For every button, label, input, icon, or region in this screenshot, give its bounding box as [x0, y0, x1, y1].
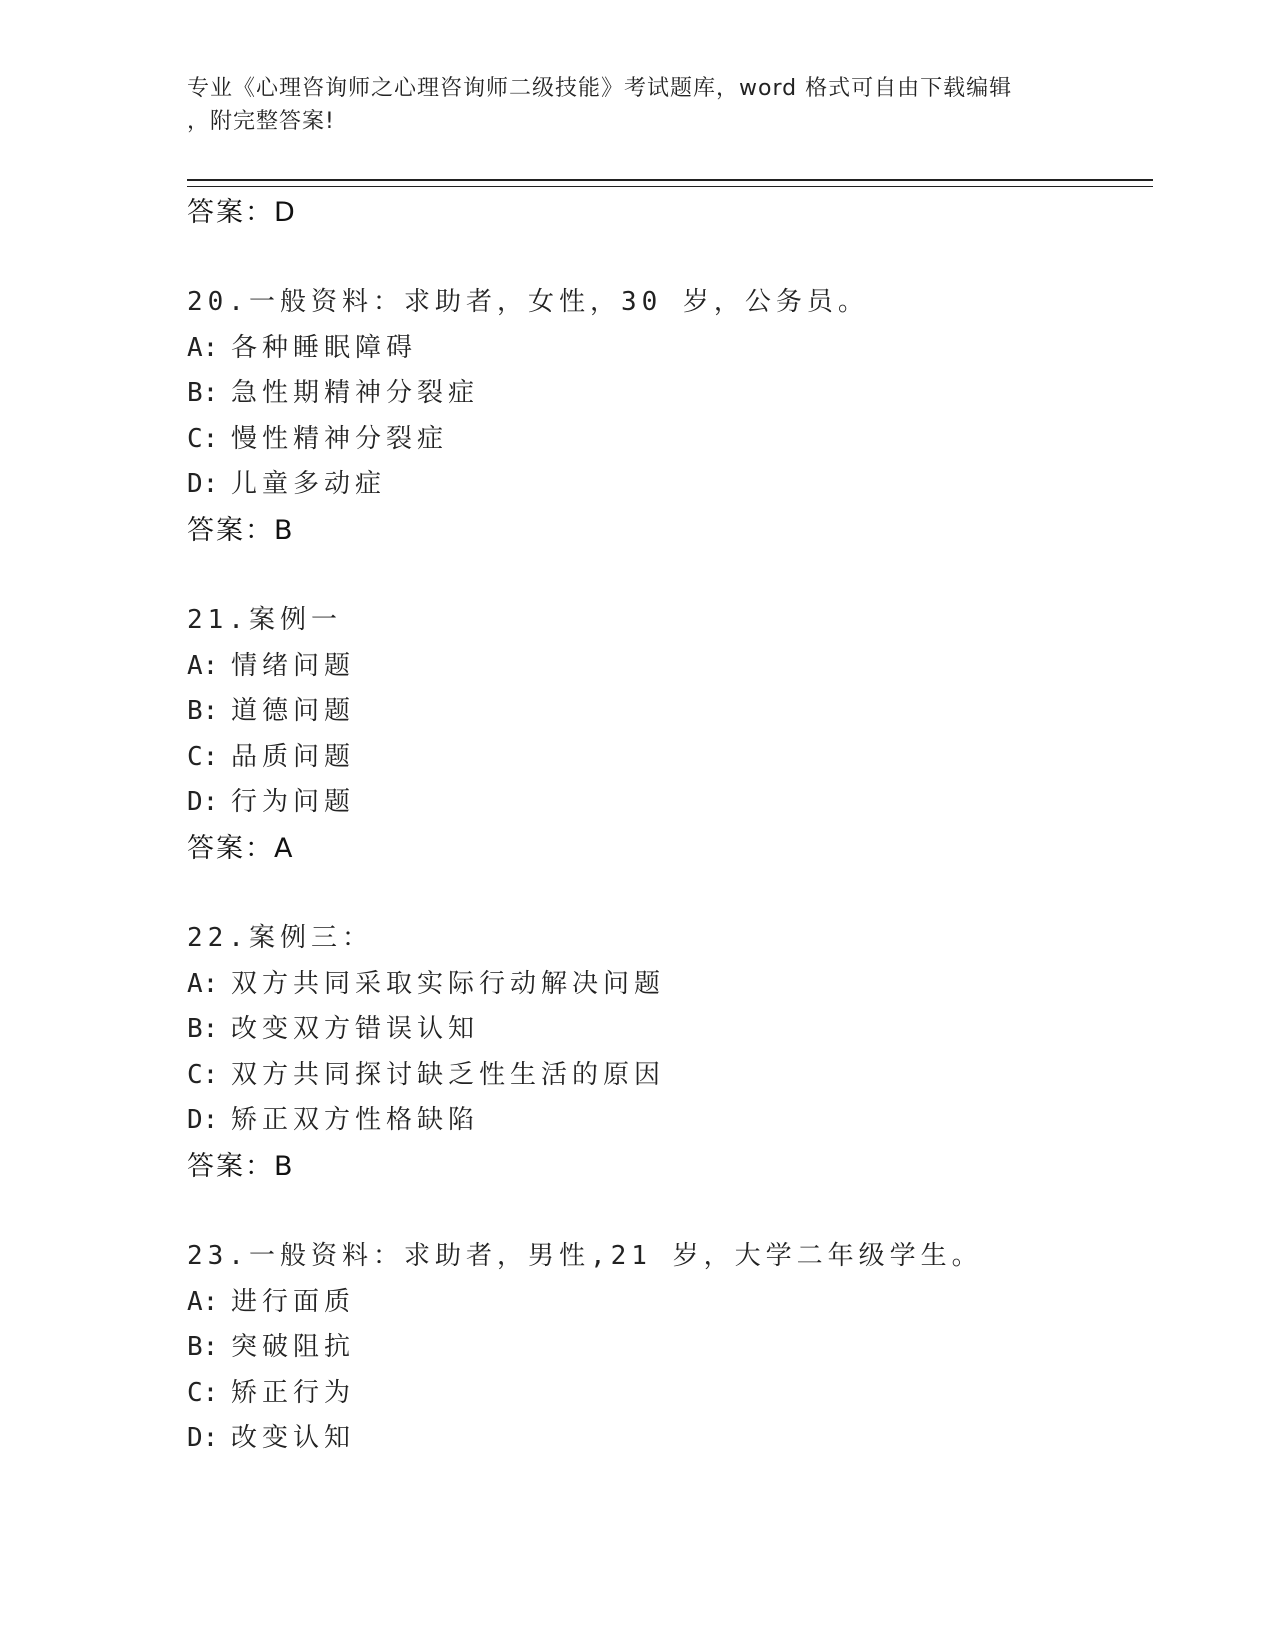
option-text: 矫正双方性格缺陷	[231, 1105, 480, 1136]
page-header	[187, 72, 1087, 138]
option-text: 双方共同探讨缺乏性生活的原因	[231, 1059, 666, 1090]
option-key: A:	[187, 1286, 219, 1317]
option-key: B:	[187, 1332, 219, 1363]
option-a	[187, 1280, 1137, 1326]
option-key: D:	[187, 1423, 219, 1454]
option-b	[187, 371, 1137, 417]
question-21	[187, 598, 1137, 872]
option-text: 矫正行为	[231, 1377, 356, 1408]
answer-line: 答案：B	[187, 1150, 295, 1182]
header-line-1: 专业《心理咨询师之心理咨询师二级技能》考试题库，word 格式可自由下载编辑	[187, 76, 1013, 101]
option-a	[187, 326, 1137, 372]
option-text: 双方共同采取实际行动解决问题	[231, 968, 666, 999]
question-23	[187, 1234, 1137, 1462]
option-d	[187, 1416, 1137, 1462]
option-key: A:	[187, 332, 219, 363]
option-key: A:	[187, 968, 219, 999]
option-text: 情绪问题	[231, 650, 356, 681]
option-key: A:	[187, 650, 219, 681]
option-text: 行为问题	[231, 787, 356, 818]
answer-line: 答案：D	[187, 197, 297, 228]
option-text: 慢性精神分裂症	[231, 423, 449, 454]
option-c	[187, 1371, 1137, 1417]
option-text: 改变认知	[231, 1423, 356, 1454]
option-text: 突破阻抗	[231, 1332, 356, 1363]
option-key: B:	[187, 1014, 219, 1045]
option-c	[187, 417, 1137, 463]
option-b	[187, 1325, 1137, 1371]
header-divider	[187, 179, 1153, 187]
option-key: C:	[187, 423, 219, 454]
question-20	[187, 280, 1137, 554]
option-key: D:	[187, 1105, 219, 1136]
option-b	[187, 689, 1137, 735]
option-text: 儿童多动症	[231, 469, 387, 500]
question-stem: 23.一般资料：求助者，男性,21 岁，大学二年级学生。	[187, 1240, 983, 1271]
option-c	[187, 735, 1137, 781]
option-c	[187, 1053, 1137, 1099]
header-line-2: ，附完整答案!	[187, 109, 335, 134]
option-text: 各种睡眠障碍	[231, 332, 418, 363]
option-key: C:	[187, 1059, 219, 1090]
answer-line: 答案：B	[187, 514, 295, 546]
option-d	[187, 462, 1137, 508]
option-d	[187, 780, 1137, 826]
question-stem: 20.一般资料：求助者，女性，30 岁，公务员。	[187, 287, 869, 317]
option-key: B:	[187, 378, 219, 409]
option-b	[187, 1007, 1137, 1053]
question-stem: 21.案例一	[187, 604, 342, 635]
option-key: B:	[187, 696, 219, 727]
option-key: C:	[187, 741, 219, 772]
option-text: 急性期精神分裂症	[231, 378, 480, 409]
option-key: D:	[187, 469, 219, 500]
option-a	[187, 644, 1137, 690]
document-body	[187, 190, 1137, 1462]
option-key: C:	[187, 1377, 219, 1408]
option-d	[187, 1098, 1137, 1144]
option-text: 改变双方错误认知	[231, 1014, 480, 1045]
answer-line: 答案：A	[187, 832, 295, 864]
option-text: 进行面质	[231, 1286, 356, 1317]
question-stem: 22.案例三：	[187, 922, 373, 953]
question-22	[187, 916, 1137, 1190]
option-text: 道德问题	[231, 696, 356, 727]
option-text: 品质问题	[231, 741, 356, 772]
option-key: D:	[187, 787, 219, 818]
option-a	[187, 962, 1137, 1008]
